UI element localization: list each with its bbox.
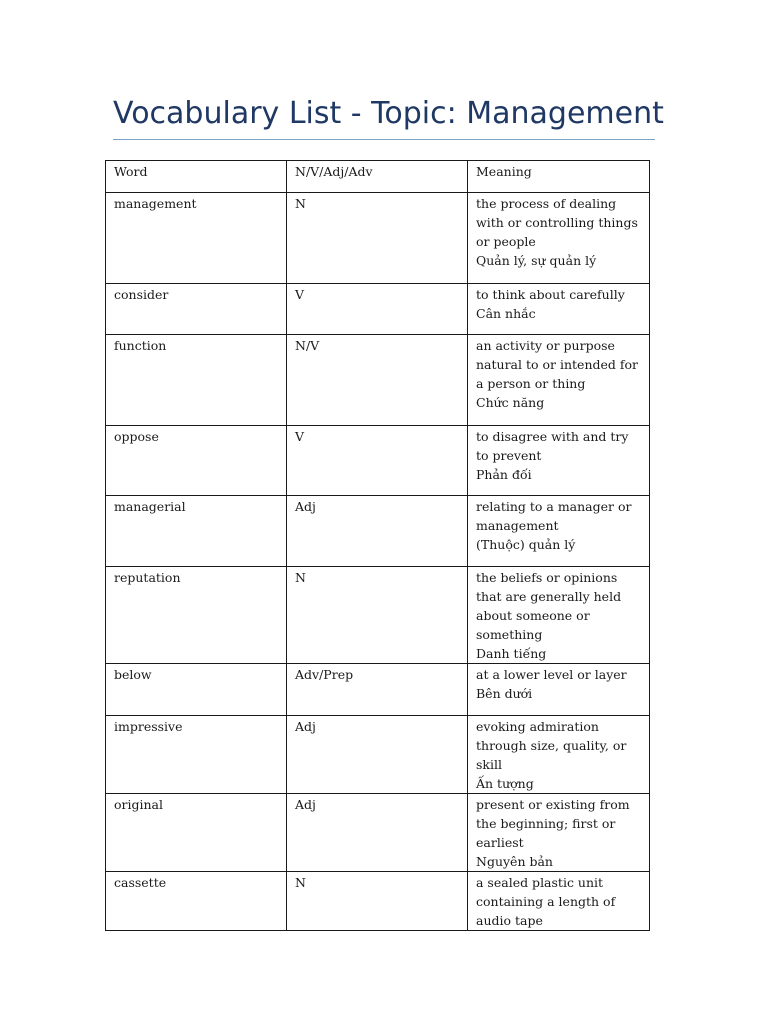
word-cell: reputation [106,567,287,664]
word-cell: cassette [106,872,287,931]
header-part-of-speech: N/V/Adj/Adv [287,161,468,193]
meaning-cell [468,716,650,794]
word-cell: consider [106,284,287,335]
meaning-english: relating to a manager or management [476,499,632,533]
table-row [106,872,650,931]
pos-cell: N [287,567,468,664]
pos-cell: N [287,193,468,284]
meaning-english: the beliefs or opinions that are generally held about someone or something [476,570,622,642]
page-title: Vocabulary List - Topic: Management [113,96,664,131]
table-header-row [106,161,650,193]
meaning-english: the process of dealing with or controlling things or people [476,196,638,249]
meaning-vietnamese: Danh tiếng [476,646,547,661]
meaning-english: evoking admiration through size, quality, or skill [476,719,627,772]
pos-cell: Adv/Prep [287,664,468,716]
word-cell: function [106,335,287,426]
table-row [106,567,650,664]
table-row [106,193,650,284]
vocabulary-table [105,160,650,931]
pos-cell: Adj [287,794,468,872]
meaning-english: an activity or purpose natural to or intended for a person or thing [476,338,638,391]
meaning-english: present or existing from the beginning; first or earliest [476,797,630,850]
table-row [106,426,650,496]
table-row [106,664,650,716]
meaning-vietnamese: Chức năng [476,395,545,410]
word-cell: oppose [106,426,287,496]
meaning-cell [468,567,650,664]
word-cell: management [106,193,287,284]
meaning-vietnamese: Ấn tượng [476,776,534,791]
table-row [106,794,650,872]
table-row [106,716,650,794]
header-meaning: Meaning [468,161,650,193]
title-divider [113,139,655,140]
meaning-cell [468,872,650,931]
meaning-vietnamese: (Thuộc) quản lý [476,537,576,552]
word-cell: managerial [106,496,287,567]
meaning-cell [468,426,650,496]
word-cell: original [106,794,287,872]
word-cell: impressive [106,716,287,794]
meaning-english: a sealed plastic unit containing a length of audio tape [476,875,616,928]
table-row [106,335,650,426]
pos-cell: Adj [287,496,468,567]
meaning-cell [468,496,650,567]
meaning-vietnamese: Bên dưới [476,686,533,701]
meaning-cell [468,284,650,335]
pos-cell: V [287,284,468,335]
meaning-english: at a lower level or layer [476,667,627,682]
meaning-vietnamese: Nguyên bản [476,854,553,869]
pos-cell: Adj [287,716,468,794]
meaning-english: to think about carefully [476,287,625,302]
meaning-english: to disagree with and try to prevent [476,429,629,463]
meaning-vietnamese: Phản đối [476,467,532,482]
meaning-vietnamese: Quản lý, sự quản lý [476,253,597,268]
meaning-cell [468,193,650,284]
meaning-cell [468,664,650,716]
table-row [106,496,650,567]
meaning-cell [468,335,650,426]
header-word: Word [106,161,287,193]
meaning-cell [468,794,650,872]
pos-cell: V [287,426,468,496]
pos-cell: N [287,872,468,931]
pos-cell: N/V [287,335,468,426]
table-row [106,284,650,335]
meaning-vietnamese: Cân nhắc [476,306,536,321]
word-cell: below [106,664,287,716]
